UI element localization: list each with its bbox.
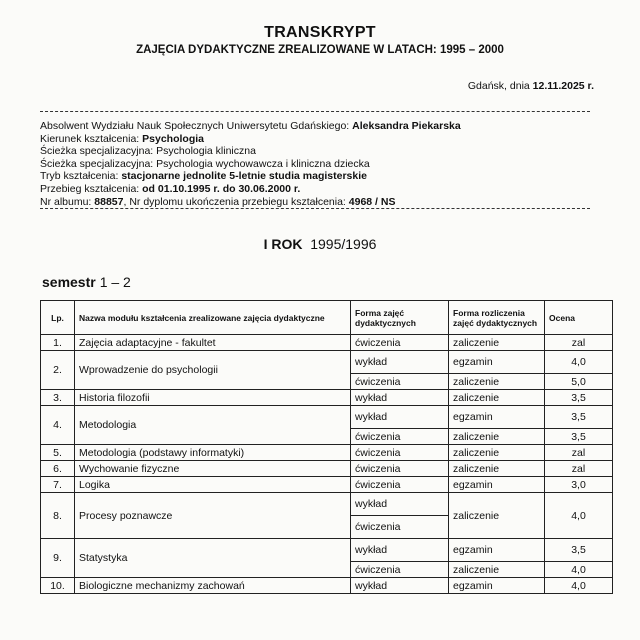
cell-form: wykład [351, 390, 449, 406]
cell-grade: 3,0 [545, 477, 613, 493]
table-row [41, 406, 613, 429]
cell-grade: 4,0 [545, 578, 613, 594]
cell-credit: zaliczenie [449, 390, 545, 406]
cell-name: Logika [75, 477, 351, 493]
graduate-name: Aleksandra Piekarska [352, 120, 461, 132]
header-grade: Ocena [545, 301, 613, 335]
cell-name: Procesy poznawcze [75, 493, 351, 539]
cell-grade: 3,5 [545, 390, 613, 406]
graduate-info [40, 120, 600, 208]
cell-credit: zaliczenie [449, 429, 545, 445]
date-prefix: Gdańsk, dnia [467, 80, 533, 92]
cell-grade: 3,5 [545, 539, 613, 562]
cell-grade: 4,0 [545, 351, 613, 374]
cell-form: wykład [351, 493, 449, 516]
cell-form: ćwiczenia [351, 477, 449, 493]
cell-credit: zaliczenie [449, 461, 545, 477]
cell-lp: 4. [41, 406, 75, 445]
cell-form: wykład [351, 539, 449, 562]
document-title: TRANSKRYPT [264, 24, 376, 41]
direction-value: Psychologia [142, 132, 204, 145]
cell-name: Biologiczne mechanizmy zachowań [75, 578, 351, 594]
path1-label: Ścieżka specjalizacyjna: [40, 145, 157, 158]
cell-lp: 5. [41, 445, 75, 461]
table-header-row [41, 301, 613, 335]
path2-line [40, 158, 600, 171]
table-row [41, 493, 613, 516]
cell-form: ćwiczenia [351, 562, 449, 578]
cell-credit: egzamin [449, 578, 545, 594]
cell-form: wykład [351, 351, 449, 374]
table-body [41, 335, 613, 594]
header-name: Nazwa modułu kształcenia zrealizowane zajęcia dydaktyczne [75, 301, 351, 335]
cell-credit: zaliczenie [449, 335, 545, 351]
cell-form: wykład [351, 578, 449, 594]
album-value: 88857 [94, 195, 124, 208]
header-form: Forma zajęć dydaktycznych [351, 301, 449, 335]
cell-form: ćwiczenia [351, 429, 449, 445]
cell-grade: 3,5 [545, 406, 613, 429]
graduate-label: Absolwent Wydziału Nauk Społecznych Uniwersytetu Gdańskiego: [40, 120, 353, 132]
cell-name: Statystyka [75, 539, 351, 578]
cell-name: Metodologia [75, 406, 351, 445]
cell-grade: zal [545, 335, 613, 351]
date-value: 12.11.2025 r. [532, 80, 594, 92]
mode-value: stacjonarne jednolite 5-letnie studia magisterskie [121, 170, 367, 183]
cell-form: wykład [351, 406, 449, 429]
cell-form: ćwiczenia [351, 335, 449, 351]
semester-heading [42, 274, 131, 290]
mode-label: Tryb kształcenia: [40, 170, 122, 183]
mode-line [40, 170, 600, 183]
year-range: 1995/1996 [310, 236, 377, 252]
cell-name: Wychowanie fizyczne [75, 461, 351, 477]
course-label: Przebieg kształcenia: [40, 182, 143, 195]
cell-name: Historia filozofii [75, 390, 351, 406]
cell-form: ćwiczenia [351, 461, 449, 477]
cell-form: ćwiczenia [351, 516, 449, 539]
course-value: od 01.10.1995 r. do 30.06.2000 r. [142, 182, 301, 195]
cell-grade: 4,0 [545, 562, 613, 578]
cell-credit: zaliczenie [449, 493, 545, 539]
album-line [40, 196, 600, 209]
document-subtitle: ZAJĘCIA DYDAKTYCZNE ZREALIZOWANE W LATACH: 1995 – 2000 [136, 44, 504, 56]
year-label: I ROK [263, 236, 303, 252]
cell-lp: 2. [41, 351, 75, 390]
table-row [41, 578, 613, 594]
table-row [41, 445, 613, 461]
cell-grade: 4,0 [545, 493, 613, 539]
header-credit: Forma rozliczenia zajęć dydaktycznych [449, 301, 545, 335]
cell-name: Metodologia (podstawy informatyki) [75, 445, 351, 461]
header-lp: Lp. [41, 301, 75, 335]
album-label: Nr albumu: [40, 195, 95, 208]
path2-value: Psychologia wychowawcza i kliniczna dziecka [156, 157, 370, 170]
cell-grade: 5,0 [545, 374, 613, 390]
year-heading [0, 236, 640, 252]
path2-label: Ścieżka specjalizacyjna: [40, 157, 157, 170]
cell-name: Wprowadzenie do psychologii [75, 351, 351, 390]
table-row [41, 539, 613, 562]
table-row [41, 351, 613, 374]
divider-bottom [40, 208, 590, 209]
issue-date [468, 80, 594, 92]
cell-credit: zaliczenie [449, 374, 545, 390]
course-line [40, 183, 600, 196]
cell-lp: 3. [41, 390, 75, 406]
table-row [41, 390, 613, 406]
graduate-line [40, 120, 600, 133]
cell-grade: zal [545, 445, 613, 461]
diploma-value: 4968 / NS [348, 195, 396, 208]
diploma-label: , Nr dyplomu ukończenia przebiegu kształcenia: [123, 195, 349, 208]
cell-name: Zajęcia adaptacyjne - fakultet [75, 335, 351, 351]
cell-grade: 3,5 [545, 429, 613, 445]
cell-lp: 10. [41, 578, 75, 594]
cell-credit: zaliczenie [449, 445, 545, 461]
table-row [41, 461, 613, 477]
cell-lp: 8. [41, 493, 75, 539]
cell-lp: 7. [41, 477, 75, 493]
cell-credit: egzamin [449, 539, 545, 562]
table-row [41, 477, 613, 493]
direction-line [40, 133, 600, 146]
semester-label: semestr [42, 274, 96, 290]
cell-form: ćwiczenia [351, 374, 449, 390]
cell-credit: zaliczenie [449, 562, 545, 578]
cell-credit: egzamin [449, 406, 545, 429]
direction-label: Kierunek kształcenia: [40, 132, 143, 145]
cell-lp: 1. [41, 335, 75, 351]
semester-value: 1 – 2 [99, 274, 131, 290]
cell-lp: 9. [41, 539, 75, 578]
cell-form: ćwiczenia [351, 445, 449, 461]
divider-top [40, 111, 590, 112]
cell-credit: egzamin [449, 477, 545, 493]
path1-value: Psychologia kliniczna [156, 145, 256, 158]
table-row [41, 335, 613, 351]
cell-lp: 6. [41, 461, 75, 477]
cell-grade: zal [545, 461, 613, 477]
courses-table [40, 300, 613, 594]
path1-line [40, 145, 600, 158]
cell-credit: egzamin [449, 351, 545, 374]
